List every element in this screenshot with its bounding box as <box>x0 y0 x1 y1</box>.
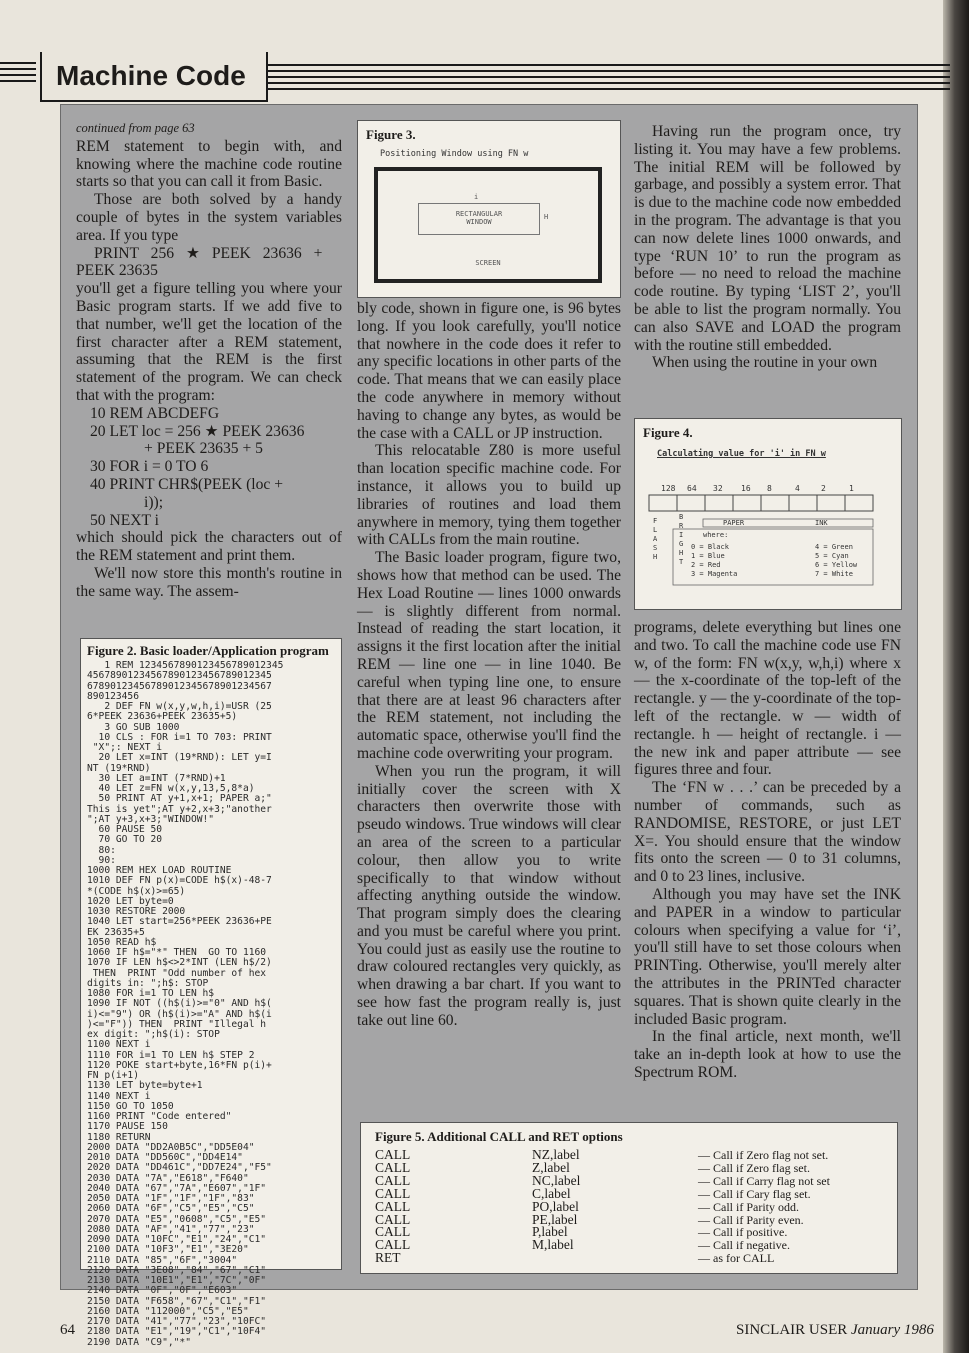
code-line: 2030 DATA "7A","E618","F640" <box>87 1172 249 1184</box>
paragraph: Those are both solved by a handy couple of bytes in the system variables area. If you type <box>76 191 342 244</box>
figure-4-caption: Calculating value for 'i' in FN w <box>657 449 826 459</box>
header-rule <box>268 64 950 66</box>
code-line: 2130 DATA "10E1","E1","7C","0F" <box>87 1275 267 1286</box>
right-column-bottom <box>634 619 901 1082</box>
colour-code: 0 = Black <box>691 543 729 551</box>
opcode: RET <box>375 1250 401 1266</box>
code-line: 2050 DATA "1F","1F","1F","83" <box>87 1193 255 1204</box>
code-line: 1030 RESTORE 2000 <box>87 906 186 917</box>
operand: PO,label <box>532 1198 579 1214</box>
bright-letter: B <box>679 513 684 521</box>
side-h-label: H <box>544 213 549 221</box>
code-line: 890123456 <box>87 690 139 702</box>
figure-4-box <box>634 418 902 610</box>
bit-value: 64 <box>687 484 697 493</box>
paragraph: programs, delete everything but lines one and two. To call the machine code use FN w, of the form: FN w(x,y, w,h,i) where x — the x-coordinate of the top-left of the rectangle. y — the y-coordinate of the top-left of the rectangle. w — width of rectangle. h — height of rectangle. i — the new ink and paper attribute — see figures three and four. <box>634 619 901 779</box>
code-line: 2170 DATA "41","77","23","10FC" <box>87 1316 267 1327</box>
figure-2-title: Figure 2. Basic loader/Application program <box>87 643 329 658</box>
code-line: 2150 DATA "F658","67","C1","F1" <box>87 1295 267 1307</box>
figure-5-row <box>375 1159 883 1175</box>
figure-5-row <box>375 1252 883 1265</box>
paragraph: When using the routine in your own <box>652 354 878 372</box>
example-program <box>90 405 342 530</box>
page-number: 64 <box>60 1322 75 1338</box>
opcode: CALL <box>375 1224 411 1240</box>
paragraph: REM statement to begin with, and knowing where the machine code routine starts so that you can call it from Basic. <box>76 137 342 191</box>
header-rule <box>268 82 950 84</box>
code-line: 3 GO SUB 1000 <box>104 721 180 733</box>
code-line: 2060 DATA "6F","C5","E5","C5" <box>87 1203 255 1215</box>
bright-letter: R <box>679 522 684 530</box>
header-left-rules <box>0 62 36 90</box>
code-line: EK 23635+5 <box>87 926 145 938</box>
code-line: 1050 READ h$ <box>87 936 157 948</box>
section-title: Machine Code <box>40 52 268 102</box>
code-line: 2110 DATA "85","6F","3004" <box>87 1254 238 1266</box>
paper-label: PAPER <box>723 519 745 527</box>
code-line: 2090 DATA "10FC","E1","24","C1" <box>87 1234 267 1245</box>
continued-note: continued from page 63 <box>76 121 195 135</box>
code-line: 1150 GO TO 1050 <box>87 1100 174 1112</box>
left-column <box>76 120 342 601</box>
code-line: 2010 DATA "DD560C","DD4E14" <box>87 1152 243 1163</box>
description: — Call if Zero flag set. <box>698 1160 810 1175</box>
code-line: 40 LET z=FN w(x,y,13,5,8*a) <box>98 783 255 794</box>
paragraph: The Basic loader program, figure two, shows how that method can be used. The Hex Load Routine — lines 1000 onwards — is slightly different from normal. Instead of reading the start location, it assigns it the first location after the initial REM — line one — in line 1040. Be careful when typing line one, to ensure that there are at least 96 characters after the REM statement, not including the automatic space, otherwise you'll find the machine code overwriting your program. <box>357 549 621 762</box>
code-line: 2000 DATA "DD2A0B5C","DD5E04" <box>87 1141 255 1153</box>
program-line: 30 FOR i = 0 TO 6 <box>90 458 209 476</box>
paragraph: This relocatable Z80 is more useful than location specific machine code. For instance, it allows you to build up libraries of routines and load them anywhere in memory, tying them together with CALLs from the main routine. <box>357 442 621 549</box>
paragraph: you'll get a figure telling you where your Basic program starts. If we add five to that number, we'll get the location of the first character after a REM statement, assuming that the REM is the first statement of the program. We can check that with the program: <box>76 280 342 404</box>
code-line: 60 PAUSE 50 <box>98 824 163 835</box>
opcode: CALL <box>375 1185 411 1201</box>
flash-letter: A <box>653 535 658 543</box>
description: — Call if Carry flag not set <box>698 1173 830 1188</box>
code-line: 2190 DATA "C9","*" <box>87 1336 191 1348</box>
code-line: 2020 DATA "DD461C","DD7E24","F5" <box>87 1162 272 1174</box>
code-line: 1110 FOR i=1 TO LEN h$ STEP 2 <box>87 1049 255 1061</box>
description: — Call if Parity odd. <box>698 1199 799 1214</box>
code-line: *(CODE h$(x)>=65) <box>87 885 186 897</box>
where-label: where: <box>703 531 729 539</box>
colour-code: 6 = Yellow <box>815 561 858 569</box>
flash-letter: F <box>653 517 658 525</box>
bit-value: 32 <box>713 484 723 493</box>
code-line: 1130 LET byte=byte+1 <box>87 1080 203 1092</box>
code-line: 2160 DATA "112000","C5","E5" <box>87 1305 249 1317</box>
figure-2-box <box>80 638 342 1348</box>
middle-column <box>357 300 621 1030</box>
operand: Z,label <box>532 1159 570 1175</box>
paragraph: We'll now store this month's routine in the same way. The assem- <box>76 564 342 600</box>
code-line: 2140 DATA "0F","0F","E603" <box>87 1285 238 1297</box>
bright-letter: G <box>679 540 684 548</box>
code-line: ex digit: ";h$(i): STOP <box>87 1029 220 1040</box>
code-line: 6*PEEK 23636+PEEK 23635+5) <box>87 711 238 723</box>
paragraph: Although you may have set the INK and PAPER in a window to particular colours when specifying a value for ‘i’, you'll still have to set those colours when PRINTing. Otherwise, you'll merely alter the attributes in the PRINTed character squares. That is shown quite clearly in the included Basic program. <box>634 885 901 1028</box>
window-label: RECTANGULAR <box>455 210 503 218</box>
opcode: CALL <box>375 1237 411 1253</box>
description: — as for CALL <box>698 1251 775 1266</box>
colour-code: 5 = Cyan <box>815 552 849 560</box>
code-line: ";AT y+3,x+3;"WINDOW!" <box>87 813 215 825</box>
operand <box>532 1252 698 1265</box>
opcode: CALL <box>375 1159 411 1175</box>
code-line: 50 PRINT AT y+1,x+1; PAPER a;" <box>98 793 272 805</box>
code-line: 1020 LET byte=0 <box>87 895 174 907</box>
figure-4-title: Figure 4. <box>643 425 693 440</box>
code-line: 1070 IF LEN h$<>2*INT (LEN h$/2) <box>87 957 272 969</box>
code-line: digits in: ";h$: STOP <box>87 977 209 989</box>
program-line: + PEEK 23635 + 5 <box>144 440 263 458</box>
figure-3-box <box>357 120 621 298</box>
code-line: 90: <box>98 854 116 866</box>
code-line: 2080 DATA "AF","41","77","23" <box>87 1223 255 1235</box>
figure-5-row <box>375 1149 883 1162</box>
code-line: 1100 NEXT i <box>87 1039 151 1051</box>
bit-diagram <box>643 481 893 601</box>
flash-letter: H <box>653 553 658 561</box>
bit-value: 2 <box>821 484 826 493</box>
opcode: CALL <box>375 1198 411 1214</box>
code-line: NT (19*RND) <box>87 762 151 774</box>
code-line: 67890123456789012345678901234567 <box>87 680 272 692</box>
figure-5-row <box>375 1172 883 1188</box>
code-line: i)<="9") OR (h$(i)>="A" AND h$(i <box>87 1008 272 1020</box>
code-line: 2120 DATA "3E08","84","67","C1" <box>87 1264 267 1276</box>
paragraph: In the final article, next month, we'll take an in-depth look at how to use the Spectrum ROM. <box>634 1028 901 1081</box>
figure-5-row <box>375 1185 883 1201</box>
bit-value: 8 <box>767 484 772 493</box>
paragraph: Having run the program once, try listing it. You may have a few problems. The initial REM will be followed by garbage, and possibly a system error. That is due to the machine code now embedded in the program. The advantage is that you can now delete lines 1000 onwards, and type ‘RUN 10’ to run the program as before — no need to reload the machine code routine. By typing ‘LIST 2’, you'll be able to list the program normally. You can also SAVE and LOAD the program with the routine still embedded. <box>634 123 901 354</box>
program-line: 50 NEXT i <box>90 511 160 529</box>
figure-5-title: Figure 5. Additional CALL and RET options <box>375 1129 623 1144</box>
code-line: 70 GO TO 20 <box>98 834 163 846</box>
code-line: 10 CLS : FOR i=1 TO 703: PRINT <box>98 731 272 743</box>
opcode: CALL <box>375 1211 411 1227</box>
colour-code: 7 = White <box>815 570 853 578</box>
operand: C,label <box>532 1185 571 1201</box>
bit-value: 1 <box>849 484 854 493</box>
figure-5-table <box>375 1149 883 1265</box>
colour-code: 4 = Green <box>815 543 853 551</box>
colour-code: 3 = Magenta <box>691 570 738 578</box>
code-line: 2070 DATA "E5","0608","C5","E5" <box>87 1213 267 1225</box>
opcode: CALL <box>375 1147 411 1162</box>
bright-letter: H <box>679 549 684 557</box>
figure-5-row <box>375 1239 883 1252</box>
description: — Call if Zero flag not set. <box>698 1148 829 1162</box>
code-line: 80: <box>98 844 116 856</box>
window-label: WINDOW <box>466 218 492 226</box>
issue-date: January 1986 <box>851 1322 934 1338</box>
code-line: 1120 POKE start+byte,16*FN p(i)+ <box>87 1059 272 1071</box>
code-line: 1180 RETURN <box>87 1131 151 1143</box>
right-column-top <box>634 123 901 372</box>
magazine-name: SINCLAIR USER <box>736 1322 848 1338</box>
program-line: 10 REM ABCDEFG <box>90 404 220 422</box>
bit-value: 16 <box>741 484 751 493</box>
header-rule <box>268 70 950 72</box>
code-line: 20 LET x=INT (19*RND): LET y=I <box>98 752 272 764</box>
description: — Call if negative. <box>698 1238 790 1253</box>
code-line: 1140 NEXT i <box>87 1090 151 1102</box>
figure-5-row <box>375 1211 883 1227</box>
opcode: CALL <box>375 1172 411 1188</box>
ink-label: INK <box>815 519 828 527</box>
operand: P,label <box>532 1224 568 1240</box>
colour-code: 1 = Blue <box>691 552 725 560</box>
code-line: 30 LET a=INT (7*RND)+1 <box>98 772 226 784</box>
code-line: 1090 IF NOT ((h$(i)>="0" AND h$( <box>87 998 272 1010</box>
print-command: PRINT 256 ★ PEEK 23636 + <box>94 244 323 262</box>
flash-letter: L <box>653 526 658 534</box>
code-line: 2100 DATA "10F3","E1","3E20" <box>87 1244 249 1256</box>
colour-code: 2 = Red <box>691 561 721 569</box>
program-line: 20 LET loc = 256 ★ PEEK 23636 <box>90 422 305 440</box>
figure-2-code <box>87 661 335 1348</box>
code-line: 2180 DATA "E1","19","C1","10F4" <box>87 1326 267 1338</box>
code-line: "X";: NEXT i <box>92 742 163 753</box>
code-line: 2 DEF FN w(x,y,w,h,i)=USR (25 <box>104 701 272 712</box>
code-line: 2040 DATA "67","7A","E607","1F" <box>87 1182 267 1194</box>
screen-label: SCREEN <box>475 259 501 267</box>
code-line: 1 REM 1234567890123456789012345 <box>104 660 284 671</box>
figure-3-caption: Positioning Window using FN w <box>380 149 529 159</box>
print-command: PEEK 23635 <box>76 262 158 280</box>
screen-outline <box>374 167 602 283</box>
code-line: 1010 DEF FN p(x)=CODE h$(x)-48-7 <box>87 875 272 887</box>
paragraph: When you run the program, it will initially cover the screen with X characters then overwrite those with pseudo windows. True windows will clear an area of the screen to a particular colour, then allow you to write specifically to that window without affecting anything outside the window. That program simply does the clearing and you must be careful where you print. You could just as easily use the routine to draw coloured rectangles very quickly, as when drawing a bar chart. If you want to see how fast the program really is, just take out line 60. <box>357 762 621 1029</box>
code-line: 1160 PRINT "Code entered" <box>87 1111 232 1122</box>
code-line: 45678901234567890123456789012345 <box>87 670 272 682</box>
paragraph: which should pick the characters out of the REM statement and print them. <box>76 529 342 565</box>
bright-letter: I <box>679 531 684 539</box>
figure-5-row <box>375 1226 883 1239</box>
description: — Call if positive. <box>698 1225 788 1240</box>
magazine-footer <box>736 1322 934 1339</box>
program-line: i)); <box>144 493 164 511</box>
operand: M,label <box>532 1237 574 1253</box>
operand: NC,label <box>532 1172 581 1188</box>
code-line: )<="F")) THEN PRINT "Illegal h <box>87 1018 267 1030</box>
code-line: FN p(i+1) <box>87 1070 139 1081</box>
header-rule <box>268 88 950 90</box>
description: — Call if Cary flag set. <box>698 1186 811 1201</box>
figure-5-row <box>375 1198 883 1214</box>
bit-value: 4 <box>795 484 800 493</box>
code-line: 1040 LET start=256*PEEK 23636+PE <box>87 916 272 928</box>
bit-value: 128 <box>661 484 676 493</box>
page-spine-shadow <box>943 0 969 1353</box>
code-line: This is yet";AT y+2,x+3;"another <box>87 803 272 815</box>
code-line: 1170 PAUSE 150 <box>87 1121 168 1133</box>
operand: PE,label <box>532 1211 578 1227</box>
bright-letter: T <box>679 558 684 566</box>
description: — Call if Parity even. <box>698 1212 804 1227</box>
figure-3-title: Figure 3. <box>366 127 416 142</box>
paragraph: bly code, shown in figure one, is 96 bytes long. If you look carefully, you'll notice that nowhere in the code does it refer to any specific locations in other parts of the code. That means that we can easily place the code anywhere in memory without having to change any bytes, as would be the case with a CALL or JP instruction. <box>357 300 621 442</box>
paragraph: The ‘FN w . . .’ can be preceded by a number of commands, such as RANDOMISE, RESTORE, or just LET X=. You should ensure that the window fits onto the screen — 0 to 31 columns, and 0 to 23 lines, inclusive. <box>634 779 901 886</box>
corner-i-label: i <box>474 193 479 201</box>
program-line: 40 PRINT CHR$(PEEK (loc + <box>90 475 284 493</box>
figure-5-box <box>360 1122 898 1274</box>
flash-letter: S <box>653 544 658 552</box>
operand: NZ,label <box>532 1147 580 1162</box>
rectangular-window <box>418 203 540 235</box>
code-line: 1080 FOR i=1 TO LEN h$ <box>87 988 215 999</box>
code-line: THEN PRINT "Odd number of hex <box>92 967 267 979</box>
code-line: 1060 IF h$="*" THEN GO TO 1160 <box>87 947 267 958</box>
header-rule <box>268 76 950 78</box>
code-line: 1000 REM HEX LOAD ROUTINE <box>87 865 232 876</box>
